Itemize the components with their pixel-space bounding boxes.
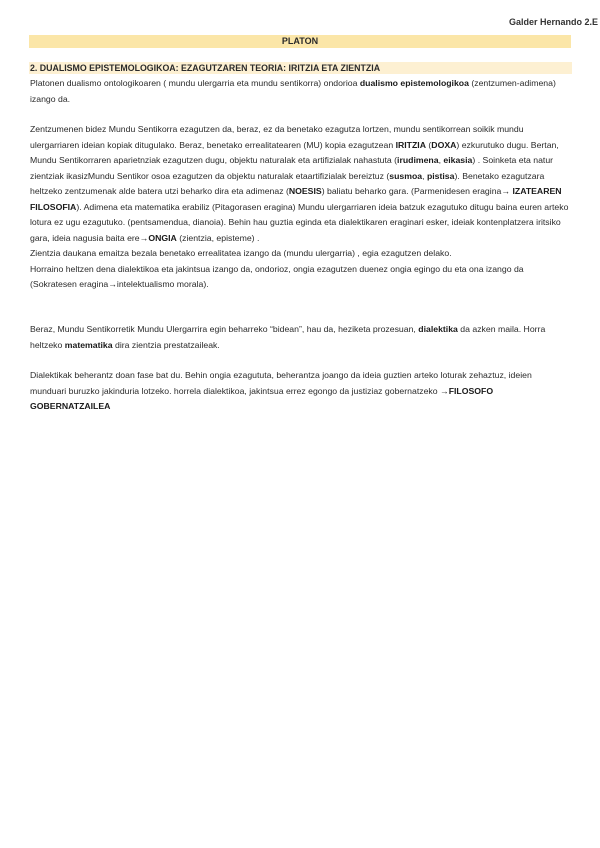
text-run: (zientzia, episteme) .: [176, 232, 260, 243]
bold-term: DOXA: [431, 139, 457, 150]
author-name: Galder Hernando 2.E: [508, 17, 598, 27]
bold-term: IZATEAREN FILOSOFIA: [30, 186, 562, 212]
text-run: Zentzumenen bidez Mundu Sentikorra ezagutzen da, beraz, ez da benetako ezagutza lortzen, mundu sentikorrean soikik mundu ulergarriaren ideian kopiak ditugulako. Beraz, benetako errealitatearen (MU) kopia ezagutzean: [30, 124, 524, 150]
text-run: (: [425, 139, 432, 150]
section-heading: 2. DUALISMO EPISTEMOLOGIKOA: EZAGUTZAREN TEORIA: IRITZIA ETA ZIENTZIA: [29, 62, 572, 74]
bold-term: dialektika: [418, 324, 458, 334]
paragraph-knowledge: [30, 122, 570, 293]
bold-term: IRITZIA: [395, 139, 426, 150]
text-run: (zentzumen-adimena) izango da.: [30, 78, 556, 104]
bold-term: FILOSOFO GOBERNATZAILEA: [30, 385, 494, 411]
text-run: ,: [438, 155, 444, 165]
text-run: ,: [422, 170, 427, 181]
text-run: ). Adimena eta matematika erabiliz (Pitagorasen eragina) Mundu ulergarriaren ideia batzuk ezagutuko ditugu baina euren arteko lotura ez ugu ezagutuko. (pentsamendua, dianoia). Behin hau guztia eginda eta dialektikaren eraginari esker, ideiak kontenplatzera iritsiko gara, ideia nagusia baita ere→: [30, 201, 569, 243]
text-run: ) ezkurutuko dugu. Bertan, Mundu Sentikorraren aparietnziak ezagutzen dugu, objektu naturalak eta artifizialak nahastuta (: [30, 139, 559, 165]
text-run: ). Benetako ezagutzara heltzeko zentzumenak alde batera utzi beharko dira eta adimenaz (: [30, 170, 545, 196]
text-line: Horraino heltzen dena dialektikoa eta jakintsua izango da, ondorioz, ongia ezagutzen duenez ongia egingo du eta ona izango da (Sokratesen eragina→intelektualismo morala).: [30, 263, 524, 289]
bold-term: eikasia: [443, 155, 473, 165]
paragraph-intro: [30, 76, 570, 107]
text-run: Platonen dualismo ontologikoaren ( mundu ulergarria eta mundu sentikorra) ondorioa: [30, 78, 360, 88]
text-run: Beraz, Mundu Sentikorretik Mundu Ulergarrira egin beharreko “bidean”, hau da, heziketa prozesuan,: [30, 324, 419, 334]
page-title: PLATON: [29, 35, 571, 48]
text-run: ) baliatu beharko gara. (Parmenidesen eragina→: [321, 186, 513, 196]
bold-term: susmoa: [389, 170, 423, 181]
text-run: da azken maila. Horra heltzeko: [30, 324, 546, 350]
text-line: Zientzia daukana emaitza bezala benetako errealitatea izango da (mundu ulergarria) , egia ezagutzen delako.: [30, 248, 452, 258]
bold-term: pistisa: [426, 170, 455, 181]
bold-term: irudimena: [397, 155, 439, 165]
bold-term: ONGIA: [148, 232, 177, 243]
bold-term: dualismo epistemologikoa: [359, 78, 469, 88]
bold-term: NOESIS: [288, 186, 322, 196]
paragraph-descending: [30, 368, 570, 415]
text-run: ) . Soinketa eta natur zientziak ikasizMundu Sentikor osoa ezagutzen da objektu naturalak etaartifizialak bereiztuz (: [30, 155, 554, 181]
text-run: Dialektikak beherantz doan fase bat du. Behin ongia ezagututa, beherantza joango da ideia guztien arteko loturak zehaztuz, ideien munduari buruzko jakinduria lotzeko. horrela dialektikoa, jakintsua errez egongo da justiziaz gobernatzeko →: [30, 370, 532, 396]
bold-term: matematika: [64, 339, 113, 350]
text-run: dira zientzia prestatzaileak.: [112, 339, 220, 350]
paragraph-dialectics: [30, 322, 570, 353]
